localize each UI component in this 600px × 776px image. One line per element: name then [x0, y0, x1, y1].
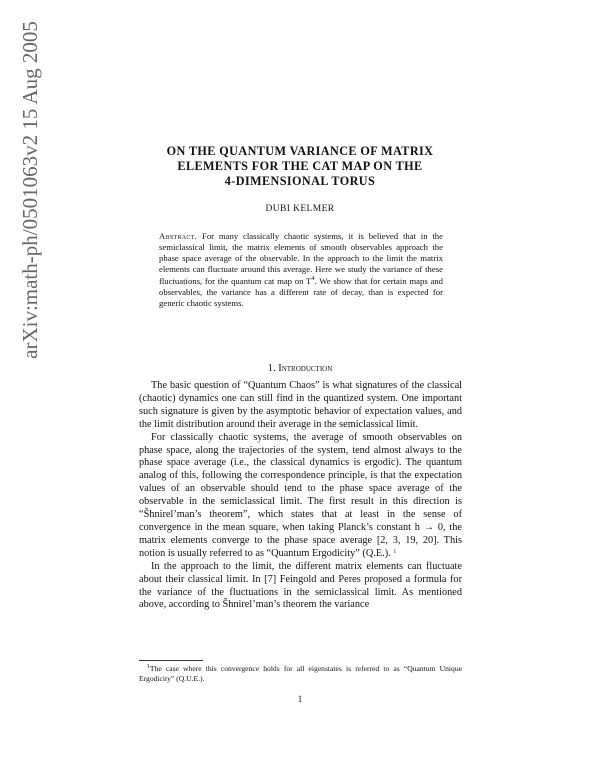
footnote-ref[interactable]: 1	[393, 548, 397, 555]
author: DUBI KELMER	[265, 204, 335, 214]
abstract-text-2: . We show that for certain maps and observables, the variance has a different rate of decay, than is expected for generic chaotic systems.	[159, 275, 443, 308]
paper-title	[140, 144, 460, 189]
title-line-1: ON THE QUANTUM VARIANCE OF MATRIX	[166, 144, 434, 158]
footnote-rule	[139, 660, 203, 661]
footnote-text: The case where this convergence holds for all eigenstates is referred to as “Quantum Unique Ergodicity” (Q.U.E.).	[139, 664, 462, 683]
abstract-text-1: For many classically chaotic systems, it is believed that in the semiclassical limit, the matrix elements of smooth observables approach the phase space average of the observable. In the approach to the limit the matrix elements can fluctuate around this average. Here we study the variance of these fluctuations, for the quantum cat map on T	[159, 231, 443, 286]
body-text	[139, 380, 462, 612]
abstract-exponent: 4	[311, 274, 315, 282]
paragraph-2	[139, 432, 462, 561]
paragraph-2-text: For classically chaotic systems, the average of smooth observables on phase space, along the trajectories of the system, tend almost always to the phase space average (i.e., the classical dynamics is ergodic). The quantum analog of this, following the correspondence principle, is that the expectation values of an observable should tend to the phase space average of the observable in the semiclassical limit. The first result in this direction is “Šhnirel’man’s theorem”, which states that at least in the sense of convergence in the mean square, when taking Planck’s constant h → 0, the matrix elements converge to the phase space average [2, 3, 19, 20]. This notion is usually referred to as “Quantum Ergodicity” (Q.E.).	[139, 431, 462, 559]
abstract-heading: Abstract.	[159, 231, 198, 241]
footnote-marker: 1	[147, 664, 150, 670]
section-heading	[140, 363, 460, 374]
title-line-3: 4-DIMENSIONAL TORUS	[224, 174, 376, 188]
page-number: 1	[297, 694, 303, 704]
paragraph-3: In the approach to the limit, the different matrix elements can fluctuate about their classical limit. In [7] Feingold and Peres proposed a formula for the variance of the fluctuations in the semiclassical limit. As mentioned above, according to Šhnirel’man’s theorem the variance	[139, 560, 462, 611]
section-title: Introduction	[278, 363, 333, 374]
footnote	[139, 664, 462, 684]
abstract	[159, 231, 443, 309]
section-number: 1.	[267, 363, 276, 374]
arxiv-stamp-text: arXiv:math-ph/0501063v2 15 Aug 2005	[18, 21, 42, 359]
paragraph-1: The basic question of “Quantum Chaos” is what signatures of the classical (chaotic) dynamics one can still find in the quantized system. One important such signature is given by the asymptotic behavior of expectation values, and the limit distribution around their average in the semiclassical limit.	[139, 380, 462, 430]
title-line-2: ELEMENTS FOR THE CAT MAP ON THE	[177, 159, 423, 173]
